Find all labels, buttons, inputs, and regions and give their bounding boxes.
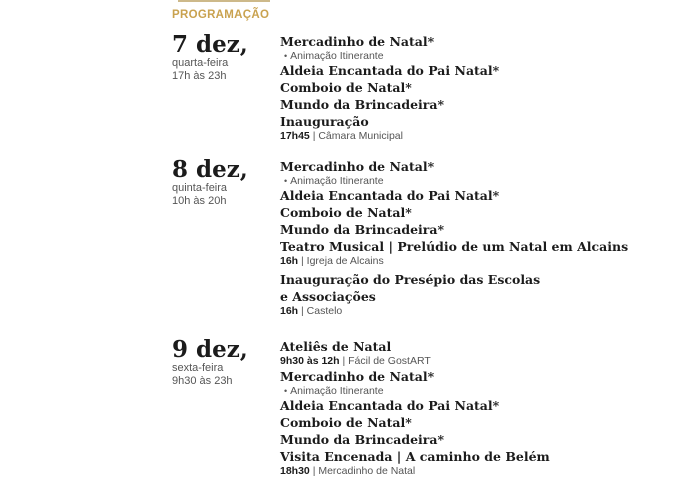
event-title: Visita Encenada | A caminho de Belém bbox=[280, 449, 550, 464]
event-title: Aldeia Encantada do Pai Natal* bbox=[280, 63, 500, 78]
day-hours: 17h às 23h bbox=[172, 70, 227, 82]
event-place: Castelo bbox=[306, 305, 343, 317]
event-place: Fácil de GostART bbox=[348, 355, 431, 367]
event-place: Igreja de Alcains bbox=[306, 255, 384, 267]
event-title: Mercadinho de Natal* bbox=[280, 34, 435, 49]
event-time: 9h30 às 12h bbox=[280, 355, 340, 367]
event-title: Inauguração do Presépio das Escolas e Associações bbox=[280, 272, 541, 304]
event-place: Câmara Municipal bbox=[318, 130, 403, 142]
event-time-place: 18h30 | Mercadinho de Natal bbox=[280, 465, 416, 477]
event-time-place: 17h45 | Câmara Municipal bbox=[280, 130, 403, 142]
event-title: Aldeia Encantada do Pai Natal* bbox=[280, 398, 500, 413]
bullet-icon: • bbox=[284, 176, 288, 186]
event-list bbox=[280, 33, 695, 143]
event-title: Comboio de Natal* bbox=[280, 205, 412, 220]
bullet-icon: • bbox=[284, 51, 288, 61]
day-date: 8 dez, bbox=[172, 156, 248, 183]
event-title: Inauguração bbox=[280, 114, 369, 129]
day-date-column bbox=[172, 158, 277, 208]
event-title: Ateliês de Natal bbox=[280, 339, 392, 354]
event-title: Comboio de Natal* bbox=[280, 415, 412, 430]
event-time-place: 9h30 às 12h | Fácil de GostART bbox=[280, 355, 431, 367]
event-title: Mercadinho de Natal* bbox=[280, 369, 435, 384]
event-time: 17h45 bbox=[280, 130, 310, 142]
day-hours: 10h às 20h bbox=[172, 195, 227, 207]
event-title: Mundo da Brincadeira* bbox=[280, 432, 444, 447]
event-time-place: 16h | Castelo bbox=[280, 305, 343, 317]
day-hours: 9h30 às 23h bbox=[172, 375, 233, 387]
day-date-column bbox=[172, 33, 277, 83]
day-date: 9 dez, bbox=[172, 336, 248, 363]
event-time: 16h bbox=[280, 305, 299, 317]
day-weekday: sexta-feira bbox=[172, 362, 224, 374]
event-title: Mundo da Brincadeira* bbox=[280, 222, 444, 237]
day-weekday: quinta-feira bbox=[172, 182, 228, 194]
event-title: Mundo da Brincadeira* bbox=[280, 97, 444, 112]
bullet-icon: • bbox=[284, 386, 288, 396]
event-time: 18h30 bbox=[280, 465, 310, 477]
event-title: Comboio de Natal* bbox=[280, 80, 412, 95]
top-divider bbox=[178, 0, 270, 2]
event-subtitle: • Animação Itinerante bbox=[284, 175, 384, 187]
day-date: 7 dez, bbox=[172, 31, 248, 58]
event-time-place: 16h | Igreja de Alcains bbox=[280, 255, 384, 267]
event-time: 16h bbox=[280, 255, 299, 267]
event-list bbox=[280, 158, 695, 318]
event-title: Aldeia Encantada do Pai Natal* bbox=[280, 188, 500, 203]
day-weekday: quarta-feira bbox=[172, 57, 229, 69]
event-place: Mercadinho de Natal bbox=[318, 465, 416, 477]
event-title: Teatro Musical | Prelúdio de um Natal em Alcains bbox=[280, 239, 629, 254]
event-subtitle: • Animação Itinerante bbox=[284, 385, 384, 397]
event-title: Mercadinho de Natal* bbox=[280, 159, 435, 174]
day-date-column bbox=[172, 338, 277, 388]
event-list bbox=[280, 338, 695, 478]
section-heading: PROGRAMAÇÃO bbox=[172, 9, 270, 21]
event-subtitle: • Animação Itinerante bbox=[284, 50, 384, 62]
